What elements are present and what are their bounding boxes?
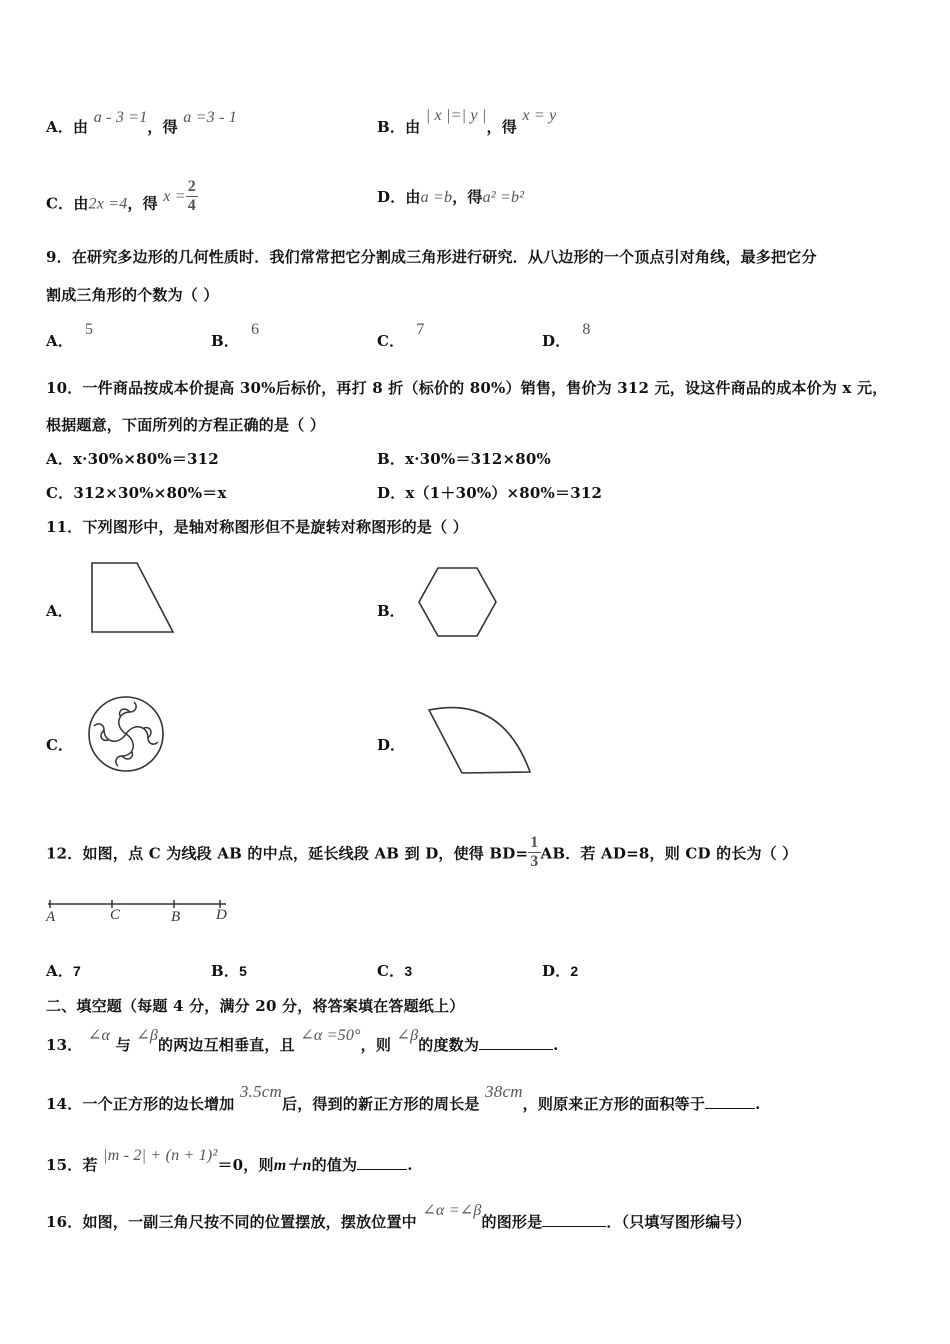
q12-segment-diagram xyxy=(44,896,239,926)
q8-d-res: a² =b² xyxy=(482,189,525,206)
q12-d-label: D． xyxy=(542,962,571,980)
q9-option-c xyxy=(377,321,425,351)
q14-answer-blank[interactable] xyxy=(705,1094,755,1109)
q12-c-label: C． xyxy=(377,962,405,980)
q14-perimeter: 38cm xyxy=(485,1082,523,1101)
q12-a-value: 7 xyxy=(73,963,82,979)
q12-post: AB．若 AD=8，则 CD 的长为（ ） xyxy=(540,844,798,863)
q8-a-label: A． xyxy=(46,118,74,136)
q15-end: . xyxy=(407,1156,413,1174)
q14-number-text: 14．一个正方形的边长增加 xyxy=(46,1095,235,1113)
q8-a-res: a =3 - 1 xyxy=(183,109,237,126)
q15-m-plus-n: m＋n xyxy=(273,1157,312,1174)
q11-label-a: A． xyxy=(46,602,73,620)
q8-b-res: x = y xyxy=(522,107,557,124)
q10-option-b: B．x·30%＝312×80% xyxy=(377,450,551,468)
q8-b-mid: ，得 xyxy=(486,118,517,136)
q14-text-1: 后，得到的新正方形的周长是 xyxy=(282,1095,480,1113)
q9-stem-line2: 割成三角形的个数为（ ） xyxy=(46,286,219,304)
q8-d-pre: 由 xyxy=(405,188,421,206)
q8-c-res-lhs: x = xyxy=(163,187,186,205)
q13-angle-alpha: ∠α xyxy=(87,1027,111,1044)
q8-option-a xyxy=(46,109,237,137)
q13-text-1: 与 xyxy=(115,1036,131,1054)
q8-b-label: B． xyxy=(377,118,406,136)
q13-text-4: 的度数为 xyxy=(418,1036,480,1054)
q12-option-d xyxy=(542,960,578,981)
q16-expression: ∠α =∠β xyxy=(422,1202,482,1219)
q10-option-a: A．x·30%×80%＝312 xyxy=(46,450,219,468)
q11-label-c: C． xyxy=(46,736,73,754)
q11-label-b: B． xyxy=(377,602,405,620)
q13-answer-blank[interactable] xyxy=(479,1035,553,1050)
q13-text-2: 的两边互相垂直，且 xyxy=(158,1036,295,1054)
q13-angle-beta-2: ∠β xyxy=(396,1027,419,1044)
q8-a-pre: 由 xyxy=(73,118,89,136)
q11-label-d: D． xyxy=(377,736,406,754)
q10-option-c: C．312×30%×80%＝x xyxy=(46,484,227,502)
q8-c-fraction xyxy=(186,178,198,215)
q12-a-label: A． xyxy=(46,962,74,980)
q8-c-mid: ，得 xyxy=(127,194,158,213)
q14-length-increase: 3.5cm xyxy=(239,1082,282,1101)
q16-answer-blank[interactable] xyxy=(542,1212,606,1227)
q13-alpha-value: ∠α =50° xyxy=(300,1027,361,1044)
q9-b-label: B． xyxy=(211,332,240,350)
q12-point-d: D xyxy=(216,907,227,923)
q9-stem-line1: 9．在研究多边形的几何性质时．我们常常把它分割成三角形进行研究．从八边形的一个顶点引对角线，最多把它分 xyxy=(46,248,817,266)
q12-frac-den: 3 xyxy=(530,853,539,870)
q8-d-mid: ，得 xyxy=(452,188,483,206)
q15-number-text: 15．若 xyxy=(46,1156,98,1174)
q11-figure-hexagon xyxy=(416,565,501,640)
q9-a-value: 5 xyxy=(85,321,94,338)
q8-c-frac-num: 2 xyxy=(187,178,196,195)
q9-option-d xyxy=(542,321,591,351)
q16-number-text: 16．如图，一副三角尺按不同的位置摆放，摆放位置中 xyxy=(46,1213,417,1231)
q9-option-b xyxy=(211,321,260,351)
q11-figure-trapezoid xyxy=(85,558,180,638)
q12-point-c: C xyxy=(110,907,121,923)
q12-d-value: 2 xyxy=(570,963,579,979)
q9-c-label: C． xyxy=(377,332,405,350)
q15-answer-blank[interactable] xyxy=(357,1155,407,1170)
q14-end: . xyxy=(755,1095,761,1113)
q15-expression: |m - 2| + (n + 1)² xyxy=(103,1147,218,1164)
q12-point-a: A xyxy=(46,909,56,925)
q8-d-label: D． xyxy=(377,188,406,206)
q12-b-label: B． xyxy=(211,962,240,980)
q10-option-d: D．x（1＋30%）×80%＝312 xyxy=(377,484,603,502)
q8-d-cond: a =b xyxy=(420,189,453,206)
q14-text-2: ，则原来正方形的面积等于 xyxy=(522,1095,706,1113)
q9-d-label: D． xyxy=(542,332,571,350)
q8-option-c xyxy=(46,178,198,223)
q10-stem-line2: 根据题意，下面所列的方程正确的是（ ） xyxy=(46,416,326,434)
q8-c-cond: 2x =4 xyxy=(88,195,128,213)
q16-text-1: 的图形是 xyxy=(481,1213,543,1231)
q8-a-cond: a - 3 =1 xyxy=(93,109,148,126)
q12-c-value: 3 xyxy=(404,963,413,979)
q12-b-value: 5 xyxy=(239,963,248,979)
q11-stem: 11．下列图形中，是轴对称图形但不是旋转对称图形的是（ ） xyxy=(46,518,468,536)
q8-option-b xyxy=(377,107,557,137)
q13-end: . xyxy=(553,1036,559,1054)
q12-option-b xyxy=(211,960,247,981)
q13-angle-beta: ∠β xyxy=(136,1027,158,1044)
q16 xyxy=(46,1202,751,1232)
q12-fraction xyxy=(528,834,540,871)
q13-text-3: ，则 xyxy=(360,1036,392,1054)
q8-option-d xyxy=(377,186,524,207)
q15-text-1: ＝0，则 xyxy=(217,1156,274,1174)
q8-a-mid: ，得 xyxy=(147,118,178,136)
q15-text-2: 的值为 xyxy=(311,1156,358,1174)
q8-b-pre: 由 xyxy=(405,118,421,136)
q9-option-a xyxy=(46,321,94,351)
q12-option-a xyxy=(46,960,81,981)
q8-c-pre: 由 xyxy=(73,194,89,213)
q9-c-value: 7 xyxy=(416,321,425,338)
q10-stem-line1: 10．一件商品按成本价提高 30%后标价，再打 8 折（标价的 80%）销售，售价为 312 元，设这件商品的成本价为 x 元， xyxy=(46,379,888,397)
q9-d-value: 8 xyxy=(582,321,591,338)
q8-b-cond: | x |=| y | xyxy=(425,107,487,124)
q13 xyxy=(46,1027,559,1055)
q8-c-frac-den: 4 xyxy=(187,197,196,214)
q12-frac-num: 1 xyxy=(530,834,539,851)
q9-b-value: 6 xyxy=(251,321,260,338)
q8-c-label: C． xyxy=(46,194,74,213)
q12-point-b: B xyxy=(171,909,181,925)
q12-stem xyxy=(46,836,798,873)
q9-a-label: A． xyxy=(46,332,74,350)
q11-figure-sector xyxy=(422,700,537,780)
q11-figure-swirl-circle xyxy=(84,692,168,776)
q16-end: ．（只填写图形编号） xyxy=(606,1213,751,1231)
q12-pre: 12．如图，点 C 为线段 AB 的中点，延长线段 AB 到 D，使得 BD= xyxy=(46,844,529,863)
q14 xyxy=(46,1082,761,1114)
q15 xyxy=(46,1147,413,1175)
q13-number: 13． xyxy=(46,1036,83,1054)
q12-option-c xyxy=(377,960,412,981)
section-2-heading: 二、填空题（每题 4 分，满分 20 分，将答案填在答题纸上） xyxy=(46,997,465,1015)
